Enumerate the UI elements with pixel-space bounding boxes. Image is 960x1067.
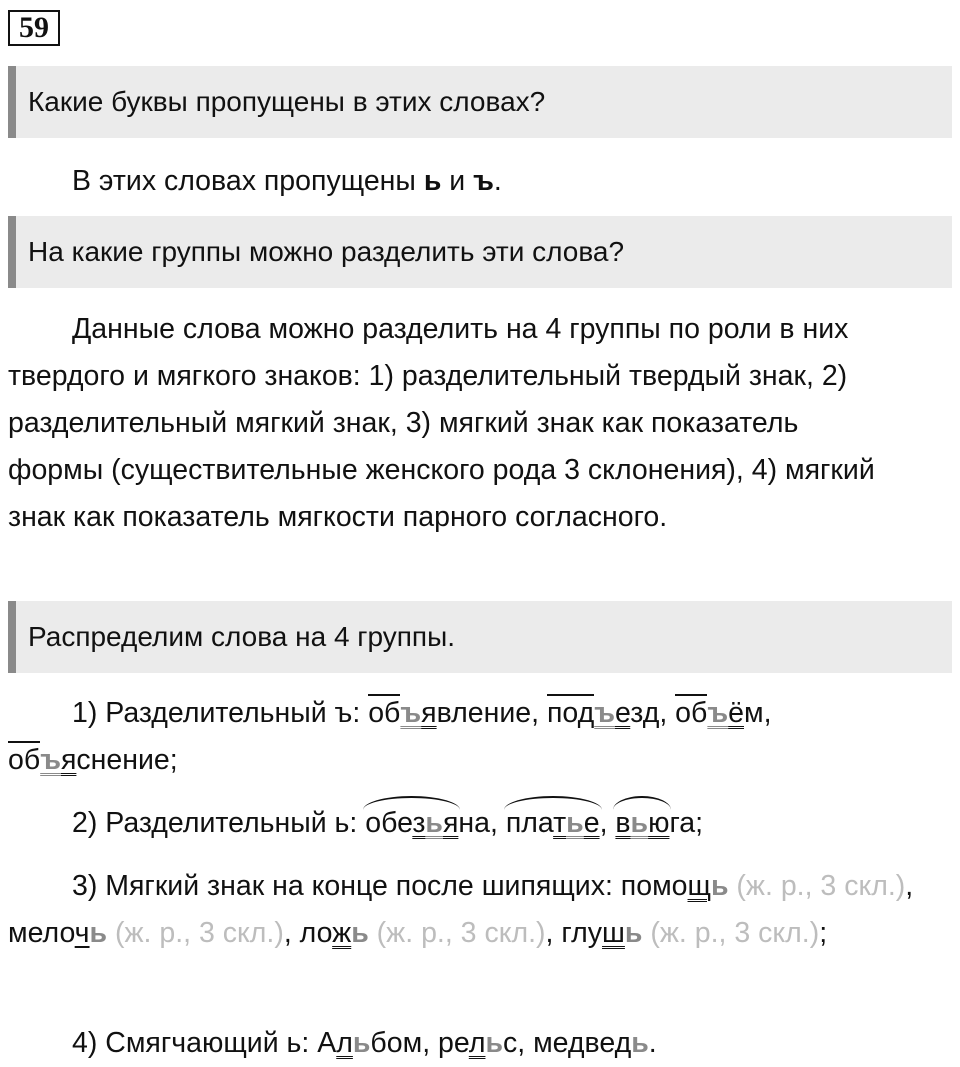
answer-2: Данные слова можно разделить на 4 группы по роли в них твердого и мягкого знаков: 1) разделительный твердый знак, 2) разделительный мягкий знак, 3) мягкий знак как показатель формы (существительные женского рода 3 склонения), 4) мягкий знак как показатель мягкости парного согласного. bbox=[8, 313, 875, 533]
group-4: 4) Смягчающий ь: Альбом, рельс, медведь. bbox=[72, 1027, 657, 1059]
group-3-word-2: мелочь bbox=[8, 917, 108, 949]
answer-1-period: . bbox=[493, 165, 502, 197]
soft-sign-letter: ь bbox=[423, 165, 442, 197]
group-2: 2) Разделительный ь: обезьяна, платье, вьюга; bbox=[8, 800, 952, 847]
question-2: На какие группы можно разделить эти слова? bbox=[8, 216, 952, 288]
group-1-word-3: объём bbox=[675, 694, 763, 729]
group-4-label: 4) Смягчающий ь: bbox=[72, 1027, 318, 1059]
answer-1 bbox=[8, 158, 952, 205]
group-3-note-4: (ж. р., 3 скл.) bbox=[642, 917, 820, 949]
group-1-word-4: объяснение bbox=[8, 741, 170, 776]
group-3-note-3: (ж. р., 3 скл.) bbox=[368, 917, 546, 949]
answer-1-text: В этих словах пропущены bbox=[72, 165, 424, 197]
group-1-word-1: объявление bbox=[368, 694, 531, 729]
group-3-note-2: (ж. р., 3 скл.) bbox=[107, 917, 284, 949]
question-1: Какие буквы пропущены в этих словах? bbox=[8, 66, 952, 138]
group-2-word-3: вьюга bbox=[615, 807, 695, 839]
group-2-word-2: платье bbox=[506, 807, 600, 839]
question-3: Распределим слова на 4 группы. bbox=[8, 601, 952, 673]
group-3-word-4: глушь bbox=[561, 917, 643, 949]
hard-sign-letter: ъ bbox=[473, 165, 494, 197]
group-2-word-1: обезьяна bbox=[365, 807, 490, 839]
group-3-label: 3) Мягкий знак на конце после шипящих: bbox=[72, 870, 621, 902]
group-3-word-3: ложь bbox=[299, 917, 369, 949]
exercise-number: 59 bbox=[8, 10, 60, 46]
answer-1-conjunction: и bbox=[441, 165, 474, 197]
group-1-word-2: подъезд bbox=[547, 694, 659, 729]
group-1: 1) Разделительный ъ: объявление, подъезд, объём, объяснение; bbox=[8, 690, 952, 784]
group-1-label: 1) Разделительный ъ: bbox=[72, 697, 369, 729]
group-4-word-1: Альбом bbox=[317, 1027, 423, 1059]
group-3: 3) Мягкий знак на конце после шипящих: помощь (ж. р., 3 скл.), мелочь (ж. р., 3 скл.), ложь (ж. р., 3 скл.), глушь (ж. р., 3 скл.); bbox=[8, 870, 914, 949]
group-4-word-3: медведь bbox=[533, 1027, 649, 1059]
group-3-note-1: (ж. р., 3 скл.) bbox=[728, 870, 906, 902]
group-4-word-2: рельс bbox=[438, 1027, 518, 1059]
group-2-label: 2) Разделительный ь: bbox=[72, 807, 366, 839]
group-3-word-1: помощь bbox=[620, 870, 729, 902]
